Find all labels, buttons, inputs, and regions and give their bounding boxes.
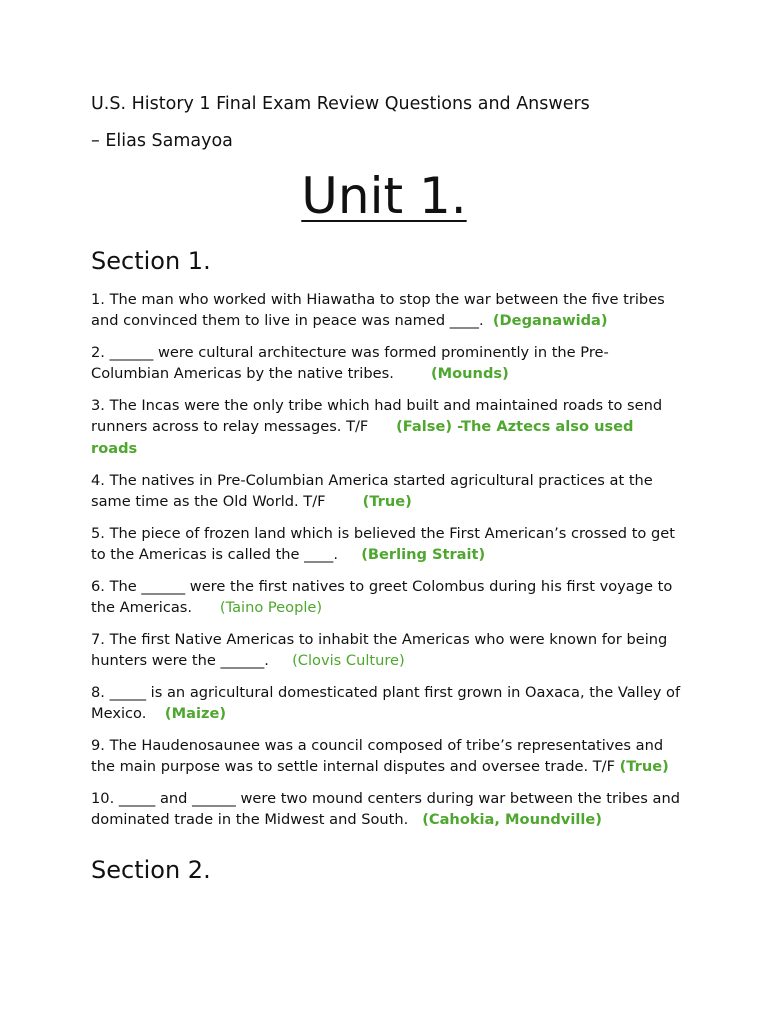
question-item	[91, 576, 681, 619]
question-text: 1. The man who worked with Hiawatha to stop the war between the five tribes and convinced them to live in peace was named ____.	[91, 291, 670, 330]
answer-text: (Taino People)	[219, 599, 323, 617]
question-text: 10. _____ and ______ were two mound centers during war between the tribes and dominated trade in the Midwest and South.	[91, 790, 685, 829]
question-item	[91, 629, 681, 672]
question-item	[91, 523, 681, 566]
answer-text: (Deganawida)	[492, 312, 608, 330]
unit-heading-text: Unit 1.	[301, 167, 467, 225]
question-item	[91, 470, 681, 513]
answer-text: (False) -The Aztecs also used roads	[91, 418, 639, 457]
question-text: 6. The ______ were the first natives to greet Colombus during his first voyage to the Americas.	[91, 577, 677, 617]
answer-text: (True)	[619, 758, 669, 776]
section-1-heading: Section 1.	[91, 247, 211, 275]
document-title: U.S. History 1 Final Exam Review Questions and Answers	[91, 94, 590, 114]
question-text: 3. The Incas were the only tribe which had built and maintained roads to send runners across to relay messages. T/F	[91, 397, 667, 436]
question-text: 8. _____ is an agricultural domesticated plant first grown in Oaxaca, the Valley of Mexico.	[91, 683, 685, 723]
question-text: 7. The first Native Americas to inhabit the Americas who were known for being hunters were the ______.	[91, 630, 672, 670]
answer-text: (Cahokia, Moundville)	[422, 811, 602, 829]
unit-heading	[0, 166, 768, 226]
question-item	[91, 395, 681, 459]
answer-text: (Mounds)	[430, 365, 509, 383]
question-item	[91, 735, 681, 778]
question-text: 4. The natives in Pre-Columbian America started agricultural practices at the same time as the Old World. T/F	[91, 471, 658, 510]
question-item	[91, 788, 685, 831]
answer-text: (True)	[362, 492, 412, 510]
answer-text: (Berling Strait)	[361, 545, 486, 563]
question-text: 2. ______ were cultural architecture was formed prominently in the Pre-Columbian Americas by the native tribes.	[91, 344, 609, 383]
question-list	[91, 289, 685, 841]
answer-text: (Clovis Culture)	[292, 652, 405, 670]
question-item	[91, 682, 685, 725]
answer-text: (Maize)	[164, 705, 227, 723]
question-item	[91, 342, 681, 385]
section-2-heading: Section 2.	[91, 856, 211, 884]
document-author: – Elias Samayoa	[91, 131, 233, 151]
question-text: 5. The piece of frozen land which is believed the First American’s crossed to get to the Americas is called the ____.	[91, 524, 680, 563]
question-item	[91, 289, 681, 332]
question-text: 9. The Haudenosaunee was a council composed of tribe’s representatives and the main purpose was to settle internal disputes and oversee trade. T/F	[91, 737, 668, 776]
